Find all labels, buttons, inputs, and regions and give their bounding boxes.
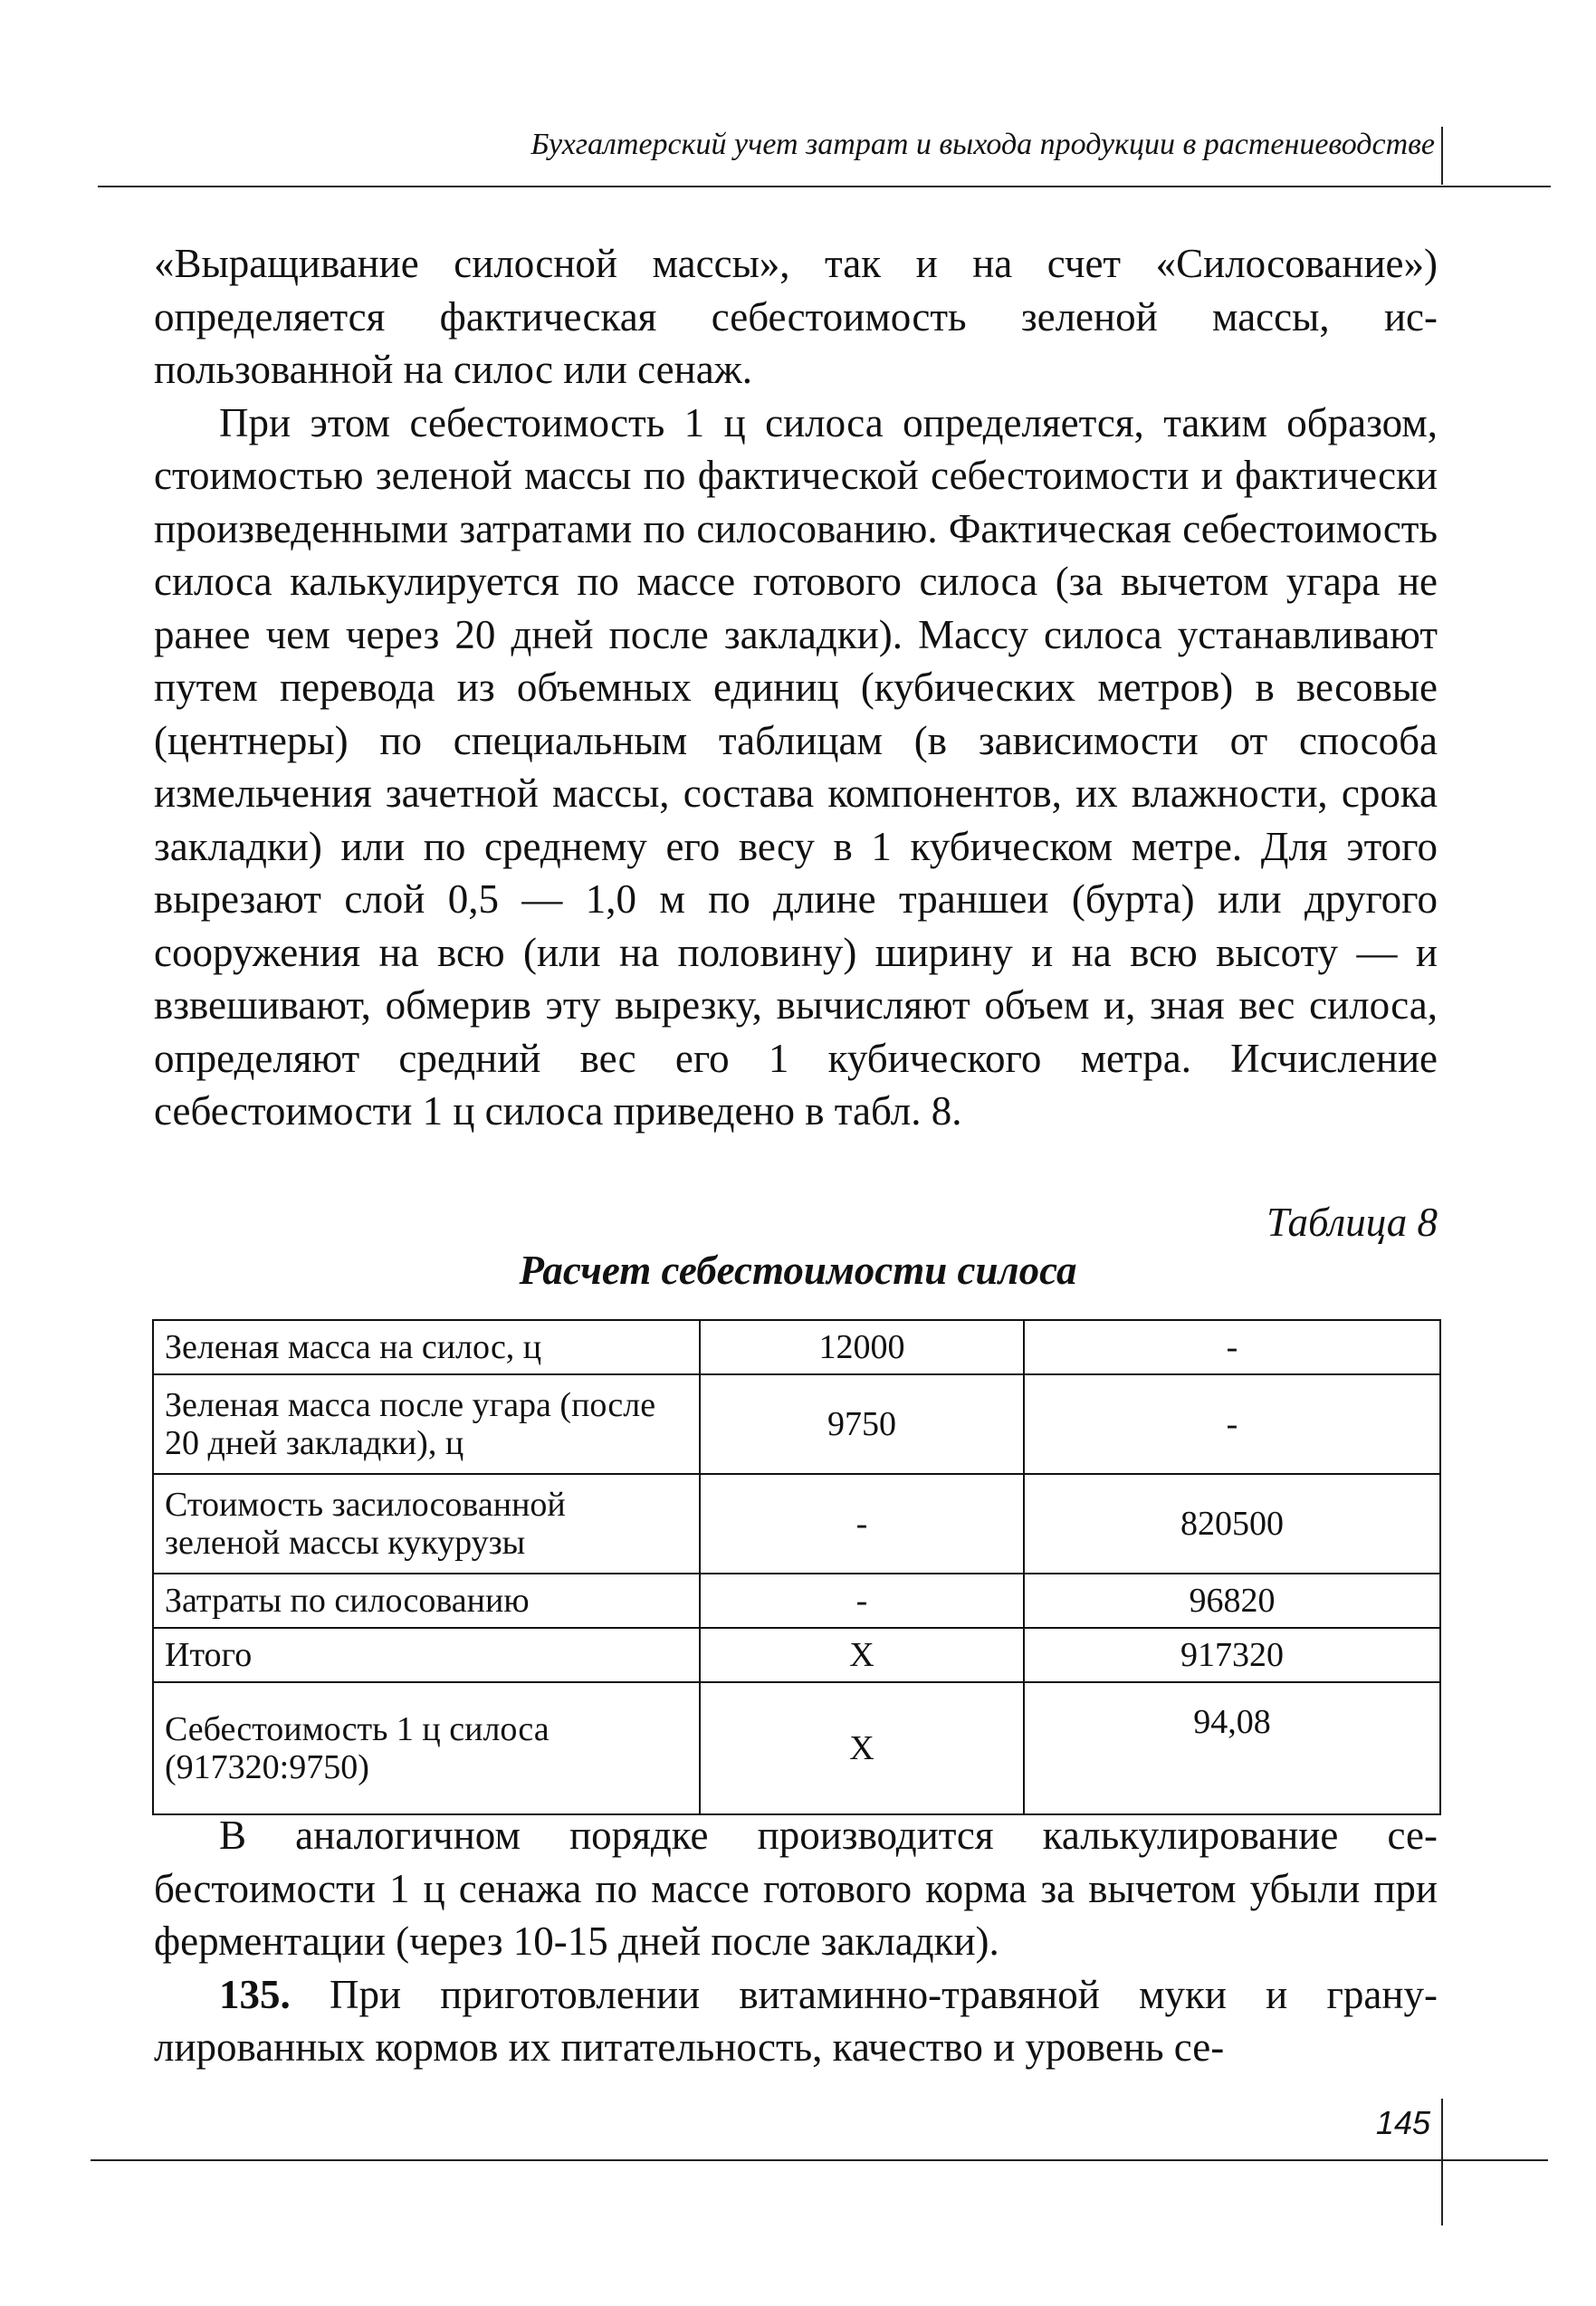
paragraph-continuation: «Выращивание силосной массы», так и на счет «Силосование») определяется фактическая себестоимость зеленой массы, использованной на силос или сенаж. (154, 241, 1438, 392)
row-amount: - (1024, 1320, 1440, 1374)
row-amount: 96820 (1024, 1574, 1440, 1628)
row-amount: 820500 (1024, 1474, 1440, 1574)
row-qty: - (700, 1474, 1024, 1574)
page-number: 145 (1375, 2104, 1430, 2141)
row-label: Зеленая масса на силос, ц (153, 1320, 700, 1374)
silage-cost-table (152, 1319, 1441, 1815)
row-label: Итого (153, 1628, 700, 1682)
header-vertical-tick (1441, 127, 1443, 185)
paragraph-silage-cost: При этом себестоимость 1 ц силоса определяется, таким образом, стоимостью зеленой массы по фактической себестоимости и фактически произведенными затратами по силосованию. Фактическая себестоимость силоса калькулируется по массе готового силоса (за вычетом угара не ранее чем через 20 дней после закладки). Массу силоса устанавливают путем перевода из объемных единиц (кубических метров) в весовые (центнеры) по специальным таблицам (в зависимости от способа измельчения зачетной массы, состава компонентов, их влажности, срока закладки) или по среднему его весу в 1 кубическом метре. Для этого вырезают слой 0,5 — 1,0 м по длине траншеи (бурта) или другого сооружения на всю (или на половину) ширину и на всю высоту — и взвешивают, обмерив эту вырезку, вычисляют объем и, зная вес силоса, определяют средний вес его 1 кубического метра. Исчисление себестоимости 1 ц силоса приведено в табл. 8. (154, 399, 1438, 1134)
row-qty: 12000 (700, 1320, 1024, 1374)
table-number-label: Таблица 8 (1266, 1200, 1438, 1245)
row-label: Затраты по силосованию (153, 1574, 700, 1628)
row-label: Стоимость засилосованной зеленой массы кукурузы (153, 1474, 700, 1574)
row-qty: 9750 (700, 1374, 1024, 1474)
header-rule (98, 186, 1551, 187)
row-label: Себестоимость 1 ц силоса (917320:9750) (153, 1682, 700, 1814)
row-qty: - (700, 1574, 1024, 1628)
paragraph-haylage: В аналогичном порядке производится калькулирование себестоимости 1 ц сенажа по массе готового корма за вычетом убыли при ферментации (через 10-15 дней после закладки). (154, 1813, 1438, 1964)
paragraph-135 (154, 1968, 1438, 2074)
row-qty: X (700, 1682, 1024, 1814)
row-amount: 94,08 (1024, 1682, 1440, 1814)
table-row (153, 1320, 1440, 1374)
footer-vertical-tick (1441, 2099, 1443, 2225)
row-qty: X (700, 1628, 1024, 1682)
row-label: Зеленая масса после угара (после 20 дней закладки), ц (153, 1374, 700, 1474)
table-row (153, 1374, 1440, 1474)
footer-rule (91, 2159, 1548, 2161)
section-number: 135. (219, 1971, 291, 2017)
table-row (153, 1628, 1440, 1682)
running-header-title: Бухгалтерский учет затрат и выхода продукции в растениеводстве (530, 128, 1435, 161)
table-row (153, 1682, 1440, 1814)
text-after-table (154, 1809, 1438, 2074)
row-amount: 917320 (1024, 1628, 1440, 1682)
main-text (154, 237, 1438, 1138)
row-amount: - (1024, 1374, 1440, 1474)
table-row (153, 1474, 1440, 1574)
table-title: Расчет себестоимости силоса (519, 1248, 1077, 1293)
table-row (153, 1574, 1440, 1628)
paragraph-135-text: При приготовлении витаминно-травяной муки и гранулированных кормов их питательность, качество и уровень се- (154, 1971, 1438, 2070)
